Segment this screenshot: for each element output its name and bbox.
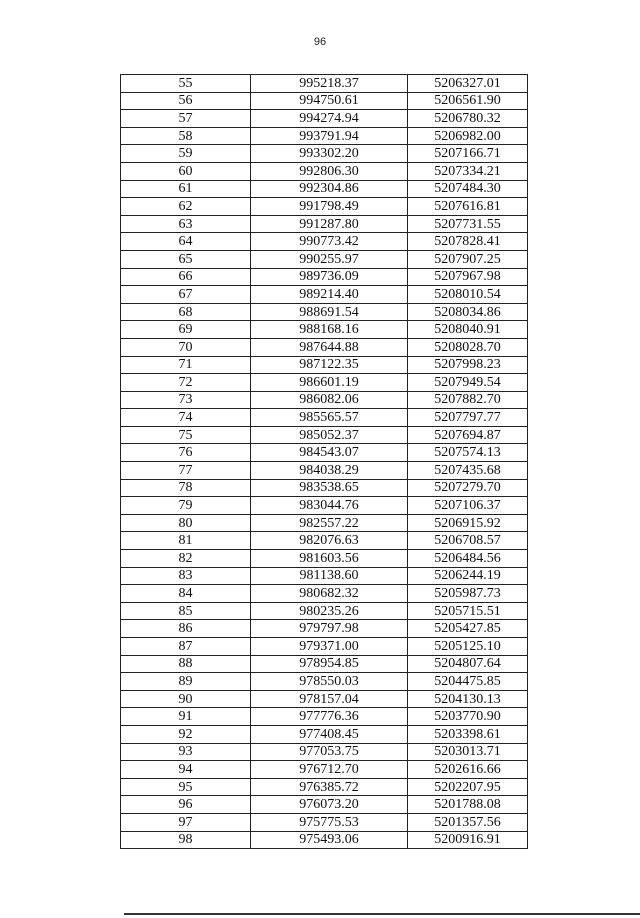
x-coordinate-cell: 977053.75 xyxy=(251,743,408,761)
point-number-cell: 76 xyxy=(121,444,251,462)
point-number-cell: 70 xyxy=(121,338,251,356)
y-coordinate-cell: 5207334.21 xyxy=(408,162,528,180)
table-row xyxy=(121,180,528,198)
point-number-cell: 87 xyxy=(121,638,251,656)
y-coordinate-cell: 5203013.71 xyxy=(408,743,528,761)
table-row xyxy=(121,778,528,796)
x-coordinate-cell: 979371.00 xyxy=(251,638,408,656)
point-number-cell: 89 xyxy=(121,673,251,691)
table-row xyxy=(121,813,528,831)
point-number-cell: 98 xyxy=(121,831,251,849)
table-row xyxy=(121,444,528,462)
x-coordinate-cell: 975775.53 xyxy=(251,813,408,831)
x-coordinate-cell: 979797.98 xyxy=(251,620,408,638)
x-coordinate-cell: 994750.61 xyxy=(251,92,408,110)
x-coordinate-cell: 991798.49 xyxy=(251,198,408,216)
table-row xyxy=(121,92,528,110)
y-coordinate-cell: 5208040.91 xyxy=(408,321,528,339)
x-coordinate-cell: 982557.22 xyxy=(251,514,408,532)
x-coordinate-cell: 987644.88 xyxy=(251,338,408,356)
point-number-cell: 81 xyxy=(121,532,251,550)
y-coordinate-cell: 5206780.32 xyxy=(408,110,528,128)
point-number-cell: 95 xyxy=(121,778,251,796)
y-coordinate-cell: 5204130.13 xyxy=(408,690,528,708)
y-coordinate-cell: 5207166.71 xyxy=(408,145,528,163)
table-row xyxy=(121,391,528,409)
point-number-cell: 94 xyxy=(121,761,251,779)
y-coordinate-cell: 5203398.61 xyxy=(408,725,528,743)
y-coordinate-cell: 5207797.77 xyxy=(408,409,528,427)
x-coordinate-cell: 984038.29 xyxy=(251,462,408,480)
table-row xyxy=(121,462,528,480)
y-coordinate-cell: 5208010.54 xyxy=(408,286,528,304)
point-number-cell: 86 xyxy=(121,620,251,638)
y-coordinate-cell: 5207616.81 xyxy=(408,198,528,216)
table-row xyxy=(121,708,528,726)
y-coordinate-cell: 5202616.66 xyxy=(408,761,528,779)
x-coordinate-cell: 976712.70 xyxy=(251,761,408,779)
table-row xyxy=(121,338,528,356)
table-row xyxy=(121,374,528,392)
point-number-cell: 85 xyxy=(121,602,251,620)
y-coordinate-cell: 5208028.70 xyxy=(408,338,528,356)
table-row xyxy=(121,145,528,163)
point-number-cell: 96 xyxy=(121,796,251,814)
y-coordinate-cell: 5201357.56 xyxy=(408,813,528,831)
x-coordinate-cell: 985565.57 xyxy=(251,409,408,427)
point-number-cell: 79 xyxy=(121,497,251,515)
point-number-cell: 74 xyxy=(121,409,251,427)
point-number-cell: 57 xyxy=(121,110,251,128)
x-coordinate-cell: 993791.94 xyxy=(251,127,408,145)
x-coordinate-cell: 993302.20 xyxy=(251,145,408,163)
point-number-cell: 73 xyxy=(121,391,251,409)
table-row xyxy=(121,250,528,268)
point-number-cell: 55 xyxy=(121,75,251,93)
point-number-cell: 64 xyxy=(121,233,251,251)
point-number-cell: 91 xyxy=(121,708,251,726)
table-row xyxy=(121,761,528,779)
table-row xyxy=(121,602,528,620)
y-coordinate-cell: 5207279.70 xyxy=(408,479,528,497)
point-number-cell: 77 xyxy=(121,462,251,480)
table-row xyxy=(121,655,528,673)
point-number-cell: 69 xyxy=(121,321,251,339)
x-coordinate-cell: 978954.85 xyxy=(251,655,408,673)
point-number-cell: 93 xyxy=(121,743,251,761)
y-coordinate-cell: 5200916.91 xyxy=(408,831,528,849)
y-coordinate-cell: 5205715.51 xyxy=(408,602,528,620)
x-coordinate-cell: 990773.42 xyxy=(251,233,408,251)
point-number-cell: 61 xyxy=(121,180,251,198)
x-coordinate-cell: 994274.94 xyxy=(251,110,408,128)
x-coordinate-cell: 981138.60 xyxy=(251,567,408,585)
y-coordinate-cell: 5206982.00 xyxy=(408,127,528,145)
y-coordinate-cell: 5206244.19 xyxy=(408,567,528,585)
table-row xyxy=(121,75,528,93)
point-number-cell: 88 xyxy=(121,655,251,673)
table-row xyxy=(121,796,528,814)
x-coordinate-cell: 992806.30 xyxy=(251,162,408,180)
x-coordinate-cell: 980682.32 xyxy=(251,585,408,603)
y-coordinate-cell: 5207828.41 xyxy=(408,233,528,251)
x-coordinate-cell: 976385.72 xyxy=(251,778,408,796)
x-coordinate-cell: 986082.06 xyxy=(251,391,408,409)
x-coordinate-cell: 984543.07 xyxy=(251,444,408,462)
point-number-cell: 63 xyxy=(121,215,251,233)
point-number-cell: 84 xyxy=(121,585,251,603)
point-number-cell: 56 xyxy=(121,92,251,110)
table-row xyxy=(121,479,528,497)
y-coordinate-cell: 5205427.85 xyxy=(408,620,528,638)
point-number-cell: 90 xyxy=(121,690,251,708)
x-coordinate-cell: 978157.04 xyxy=(251,690,408,708)
y-coordinate-cell: 5204807.64 xyxy=(408,655,528,673)
point-number-cell: 66 xyxy=(121,268,251,286)
point-number-cell: 83 xyxy=(121,567,251,585)
y-coordinate-cell: 5207882.70 xyxy=(408,391,528,409)
table-row xyxy=(121,620,528,638)
table-row xyxy=(121,162,528,180)
x-coordinate-cell: 988691.54 xyxy=(251,303,408,321)
y-coordinate-cell: 5205987.73 xyxy=(408,585,528,603)
x-coordinate-cell: 995218.37 xyxy=(251,75,408,93)
x-coordinate-cell: 991287.80 xyxy=(251,215,408,233)
page-number: 96 xyxy=(313,36,327,48)
x-coordinate-cell: 978550.03 xyxy=(251,673,408,691)
point-number-cell: 71 xyxy=(121,356,251,374)
coordinates-table xyxy=(120,74,528,849)
table-row xyxy=(121,532,528,550)
x-coordinate-cell: 992304.86 xyxy=(251,180,408,198)
y-coordinate-cell: 5201788.08 xyxy=(408,796,528,814)
table-row xyxy=(121,110,528,128)
x-coordinate-cell: 977776.36 xyxy=(251,708,408,726)
point-number-cell: 92 xyxy=(121,725,251,743)
y-coordinate-cell: 5207484.30 xyxy=(408,180,528,198)
x-coordinate-cell: 981603.56 xyxy=(251,550,408,568)
point-number-cell: 62 xyxy=(121,198,251,216)
table-row xyxy=(121,831,528,849)
table-body xyxy=(121,75,528,849)
table-row xyxy=(121,233,528,251)
y-coordinate-cell: 5207435.68 xyxy=(408,462,528,480)
y-coordinate-cell: 5206561.90 xyxy=(408,92,528,110)
y-coordinate-cell: 5206915.92 xyxy=(408,514,528,532)
point-number-cell: 78 xyxy=(121,479,251,497)
table-row xyxy=(121,585,528,603)
point-number-cell: 80 xyxy=(121,514,251,532)
point-number-cell: 65 xyxy=(121,250,251,268)
y-coordinate-cell: 5207694.87 xyxy=(408,426,528,444)
y-coordinate-cell: 5207731.55 xyxy=(408,215,528,233)
point-number-cell: 97 xyxy=(121,813,251,831)
x-coordinate-cell: 977408.45 xyxy=(251,725,408,743)
table-row xyxy=(121,690,528,708)
table-row xyxy=(121,743,528,761)
point-number-cell: 60 xyxy=(121,162,251,180)
x-coordinate-cell: 986601.19 xyxy=(251,374,408,392)
table-row xyxy=(121,268,528,286)
x-coordinate-cell: 990255.97 xyxy=(251,250,408,268)
table-row xyxy=(121,198,528,216)
x-coordinate-cell: 983538.65 xyxy=(251,479,408,497)
x-coordinate-cell: 985052.37 xyxy=(251,426,408,444)
y-coordinate-cell: 5207574.13 xyxy=(408,444,528,462)
point-number-cell: 68 xyxy=(121,303,251,321)
table-row xyxy=(121,409,528,427)
table-row xyxy=(121,550,528,568)
table-row xyxy=(121,303,528,321)
bottom-rule xyxy=(124,913,640,915)
table-row xyxy=(121,215,528,233)
table-row xyxy=(121,725,528,743)
y-coordinate-cell: 5207998.23 xyxy=(408,356,528,374)
y-coordinate-cell: 5206484.56 xyxy=(408,550,528,568)
y-coordinate-cell: 5207907.25 xyxy=(408,250,528,268)
table-row xyxy=(121,673,528,691)
y-coordinate-cell: 5206327.01 xyxy=(408,75,528,93)
x-coordinate-cell: 983044.76 xyxy=(251,497,408,515)
y-coordinate-cell: 5206708.57 xyxy=(408,532,528,550)
x-coordinate-cell: 982076.63 xyxy=(251,532,408,550)
table-row xyxy=(121,356,528,374)
y-coordinate-cell: 5205125.10 xyxy=(408,638,528,656)
x-coordinate-cell: 989736.09 xyxy=(251,268,408,286)
point-number-cell: 82 xyxy=(121,550,251,568)
y-coordinate-cell: 5207106.37 xyxy=(408,497,528,515)
y-coordinate-cell: 5202207.95 xyxy=(408,778,528,796)
table-row xyxy=(121,567,528,585)
x-coordinate-cell: 989214.40 xyxy=(251,286,408,304)
y-coordinate-cell: 5204475.85 xyxy=(408,673,528,691)
point-number-cell: 67 xyxy=(121,286,251,304)
table-row xyxy=(121,127,528,145)
point-number-cell: 75 xyxy=(121,426,251,444)
table-row xyxy=(121,426,528,444)
table-row xyxy=(121,321,528,339)
y-coordinate-cell: 5207949.54 xyxy=(408,374,528,392)
y-coordinate-cell: 5208034.86 xyxy=(408,303,528,321)
point-number-cell: 59 xyxy=(121,145,251,163)
table-row xyxy=(121,514,528,532)
y-coordinate-cell: 5207967.98 xyxy=(408,268,528,286)
x-coordinate-cell: 987122.35 xyxy=(251,356,408,374)
table-row xyxy=(121,497,528,515)
table-row xyxy=(121,638,528,656)
point-number-cell: 72 xyxy=(121,374,251,392)
point-number-cell: 58 xyxy=(121,127,251,145)
x-coordinate-cell: 980235.26 xyxy=(251,602,408,620)
table-row xyxy=(121,286,528,304)
x-coordinate-cell: 976073.20 xyxy=(251,796,408,814)
x-coordinate-cell: 975493.06 xyxy=(251,831,408,849)
coordinates-table-container xyxy=(120,74,527,849)
x-coordinate-cell: 988168.16 xyxy=(251,321,408,339)
y-coordinate-cell: 5203770.90 xyxy=(408,708,528,726)
